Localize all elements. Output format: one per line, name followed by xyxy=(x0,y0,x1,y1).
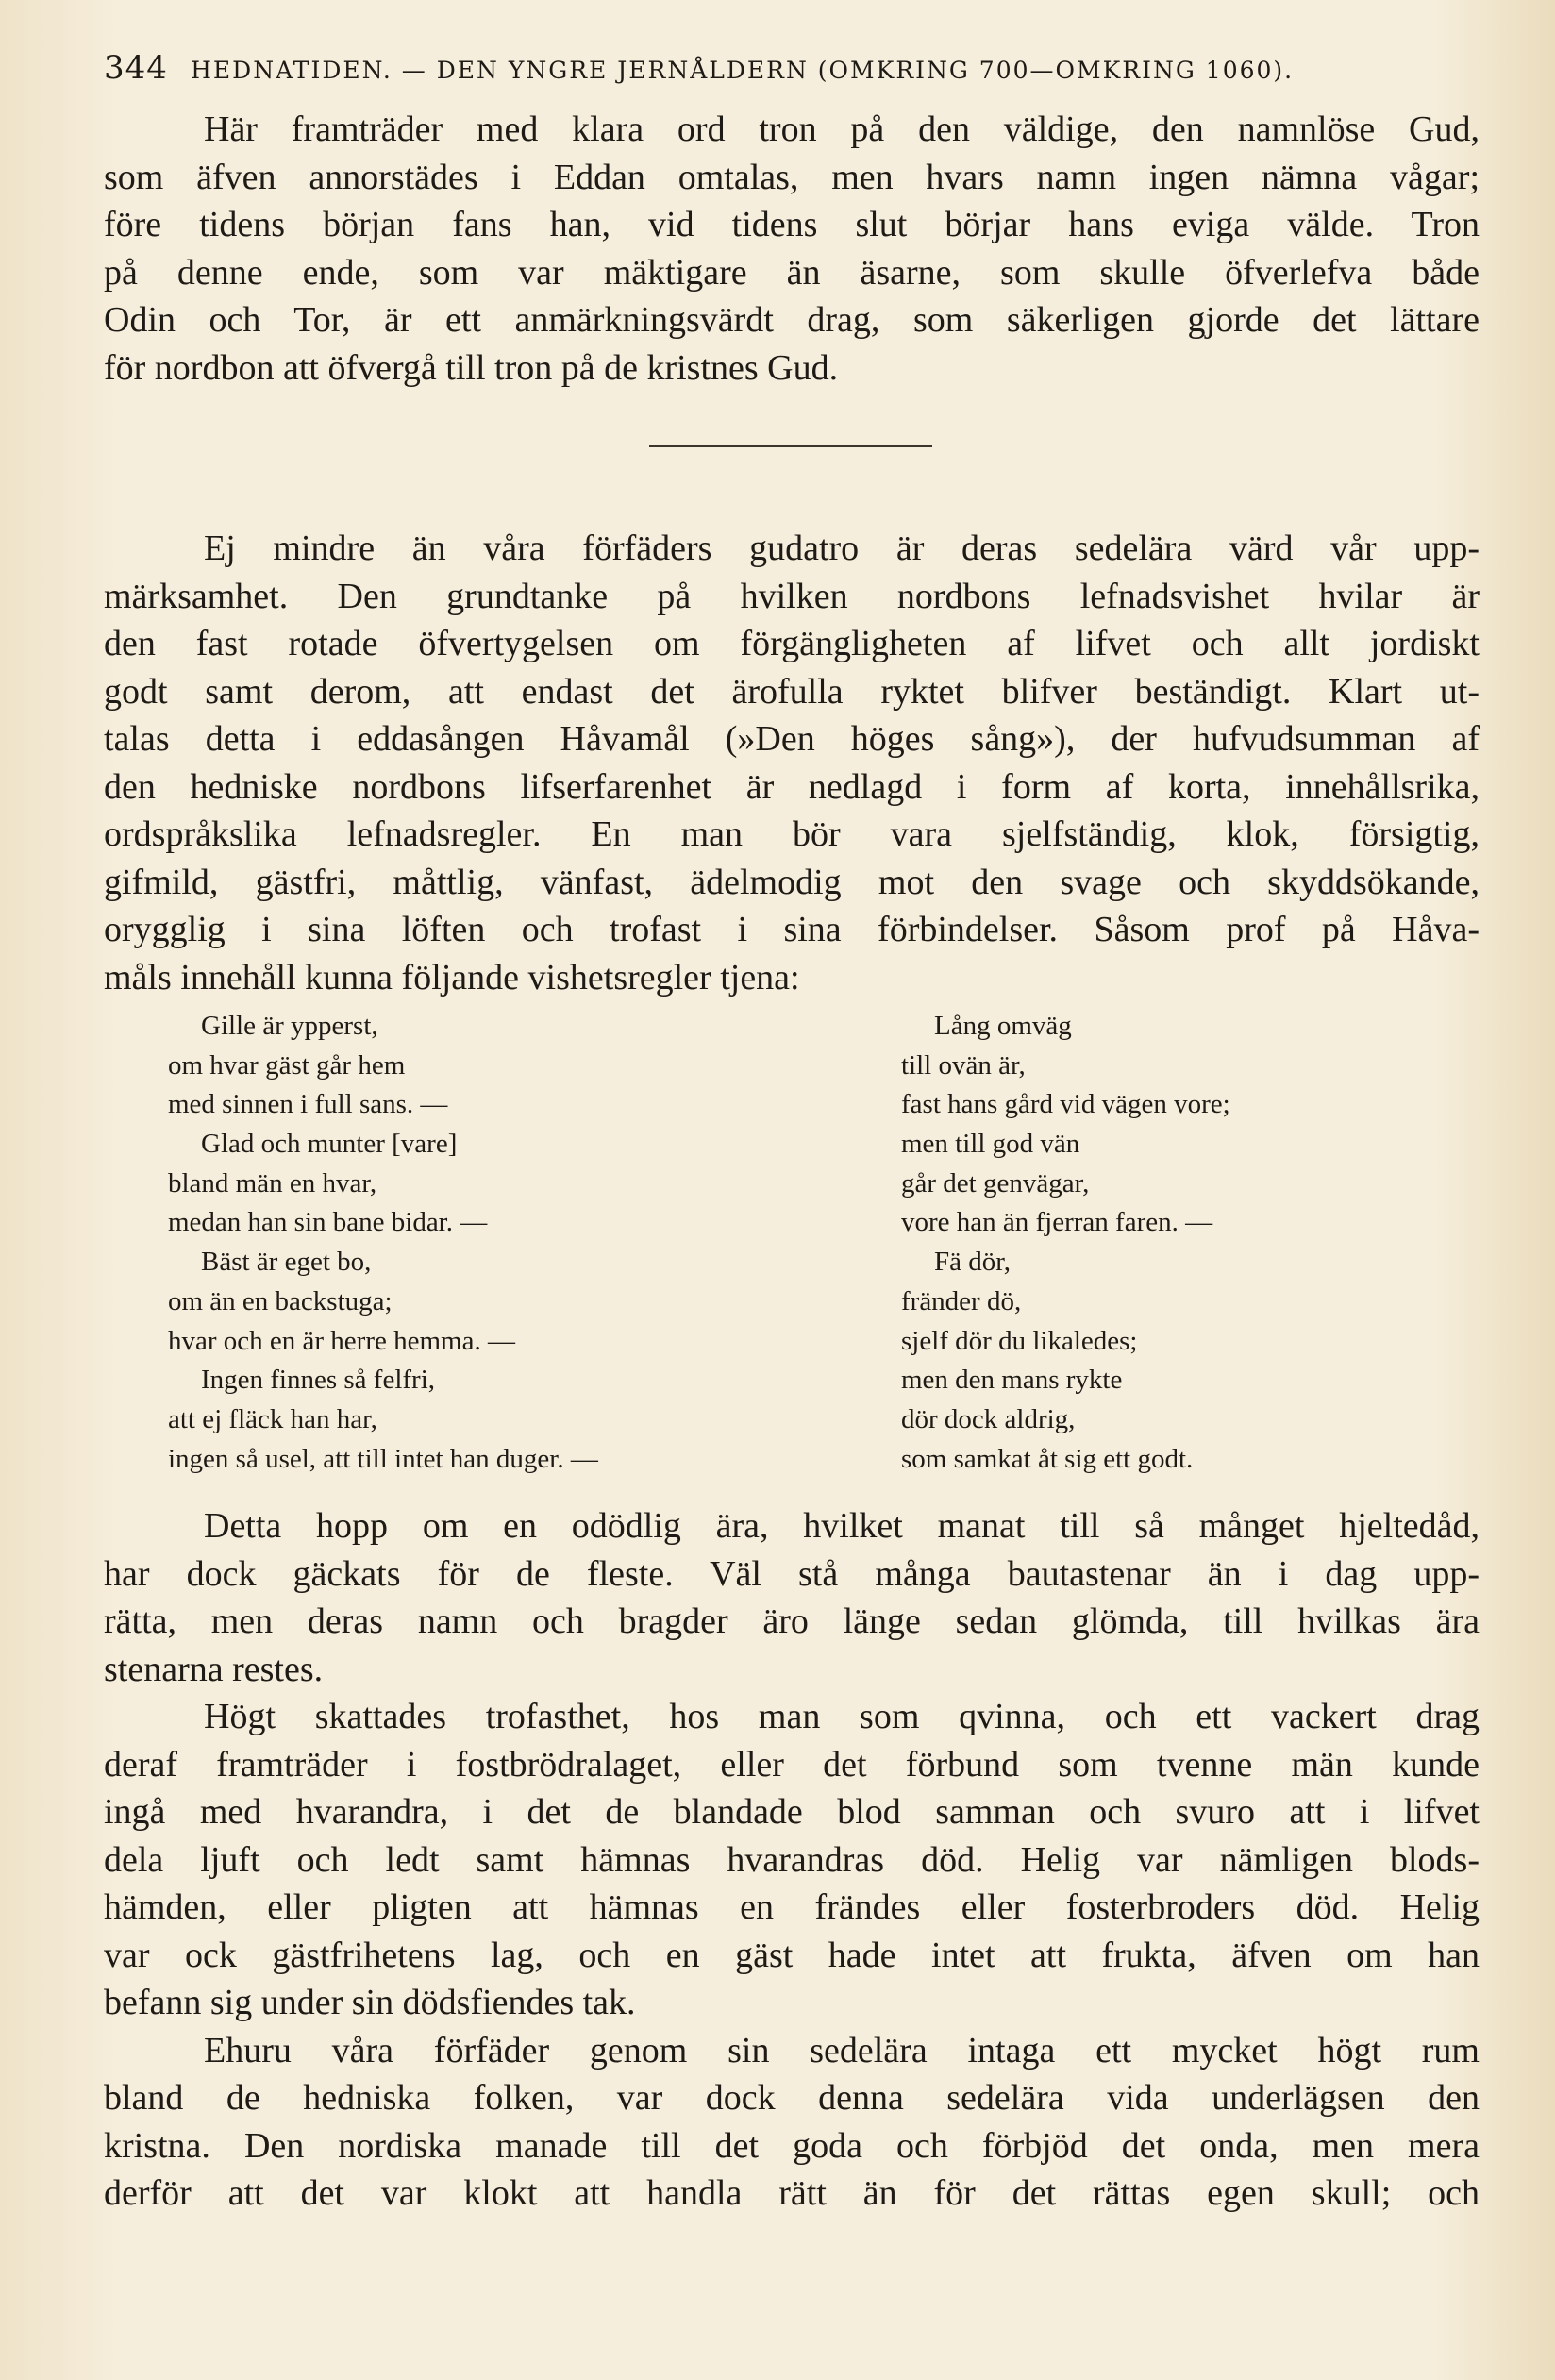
poem-line: vore han än fjerran faren. — xyxy=(901,1207,1213,1238)
section-divider xyxy=(649,445,932,447)
page-header xyxy=(104,49,1481,87)
text-line: för nordbon att öfvergå till tron på de kristnes Gud. xyxy=(104,347,839,388)
text-line: måls innehåll kunna följande vishetsregler tjena: xyxy=(104,957,800,997)
poem-line: fast hans gård vid vägen vore; xyxy=(901,1089,1230,1120)
text-line: Ehuru våra förfäder genom sin sedelära intaga ett mycket högt rum xyxy=(204,2030,1480,2070)
paragraph-ethics xyxy=(104,525,1480,1001)
paragraph-god xyxy=(104,106,1480,392)
text-line: Ej mindre än våra förfäders gudatro är deras sedelära värd vår upp- xyxy=(204,528,1480,568)
text-line: Högt skattades trofasthet, hos man som qvinna, och ett vackert drag xyxy=(204,1697,1480,1736)
text-line: före tidens början fans han, vid tidens slut börjar hans eviga välde. Tron xyxy=(104,205,1480,244)
poem-line: går det genvägar, xyxy=(901,1167,1090,1198)
poem-line: Fä dör, xyxy=(934,1247,1011,1278)
text-line: den hedniske nordbons lifserfarenhet är nedlagd i form af korta, innehållsrika, xyxy=(104,766,1480,807)
poem-line: med sinnen i full sans. — xyxy=(168,1089,448,1120)
text-line: orygglig i sina löften och trofast i sina förbindelser. Såsom prof på Håva- xyxy=(104,910,1480,949)
page-number: 344 xyxy=(104,49,168,87)
text-line: befann sig under sin dödsfiendes tak. xyxy=(104,1983,636,2022)
text-line: ordspråkslika lefnadsregler. En man bör vara sjelfständig, klok, försigtig, xyxy=(104,814,1480,854)
poem-right-column xyxy=(901,1007,1230,1479)
text-line: bland de hedniska folken, var dock denna sedelära vida underlägsen den xyxy=(104,2078,1480,2118)
text-line: Detta hopp om en odödlig ära, hvilket manat till så månget hjeltedåd, xyxy=(204,1506,1480,1546)
text-line: derför att det var klokt att handla rätt än för det rättas egen skull; och xyxy=(104,2173,1480,2213)
text-line: märksamhet. Den grundtanke på hvilken nordbons lefnadsvishet hvilar är xyxy=(104,576,1480,616)
poem-line: Gille är ypperst, xyxy=(201,1011,378,1041)
text-line: ingå med hvarandra, i det de blandade blod samman och svuro att i lifvet xyxy=(104,1792,1480,1832)
poem-line: hvar och en är herre hemma. — xyxy=(168,1325,515,1356)
poem-line: till ovän är, xyxy=(901,1049,1026,1081)
text-line: Odin och Tor, är ett anmärkningsvärdt drag, som säkerligen gjorde det lättare xyxy=(104,300,1480,340)
text-line: kristna. Den nordiska manade till det goda och förbjöd det onda, men mera xyxy=(104,2125,1480,2166)
poem-line: men till god vän xyxy=(901,1129,1080,1160)
text-line: dela ljuft och ledt samt hämnas hvarandras död. Helig var nämligen blods- xyxy=(104,1839,1480,1880)
poem-line: men den mans rykte xyxy=(901,1365,1123,1396)
poem-line: Lång omväg xyxy=(934,1011,1072,1041)
poem-line: Ingen finnes så felfri, xyxy=(201,1365,436,1396)
running-title: HEDNATIDEN. — DEN YNGRE JERNÅLDERN (OMKRING 700—OMKRING 1060). xyxy=(191,57,1295,84)
text-line: på denne ende, som var mäktigare än äsarne, som skulle öfverlefva både xyxy=(104,252,1480,293)
poem-line: om hvar gäst går hem xyxy=(168,1049,406,1081)
poem-line: Bäst är eget bo, xyxy=(201,1247,372,1278)
poem-line: medan han sin bane bidar. — xyxy=(168,1207,488,1238)
paragraph-honour xyxy=(104,1502,1480,2218)
text-line: rätta, men deras namn och bragder äro länge sedan glömda, till hvilkas ära xyxy=(104,1601,1480,1641)
text-line: var ock gästfrihetens lag, och en gäst hade intet att frukta, äfven om han xyxy=(104,1935,1480,1975)
poem-line: ingen så usel, att till intet han duger. — xyxy=(168,1443,598,1474)
poem-line: om än en backstuga; xyxy=(168,1285,393,1316)
poem-line: Glad och munter [vare] xyxy=(201,1129,458,1160)
text-line: stenarna restes. xyxy=(104,1649,324,1689)
text-line: den fast rotade öfvertygelsen om förgängligheten af lifvet och allt jordiskt xyxy=(104,624,1480,663)
text-line: har dock gäckats för de fleste. Väl stå många bautastenar än i dag upp- xyxy=(104,1553,1480,1594)
text-line: talas detta i eddasången Håvamål (»Den höges sång»), der hufvudsumman af xyxy=(104,719,1480,759)
poem-line: bland män en hvar, xyxy=(168,1167,377,1198)
poem-line: som samkat åt sig ett godt. xyxy=(901,1443,1194,1474)
poem-line: sjelf dör du likaledes; xyxy=(901,1325,1138,1356)
poem-line: dör dock aldrig, xyxy=(901,1403,1076,1434)
text-line: som äfven annorstädes i Eddan omtalas, men hvars namn ingen nämna vågar; xyxy=(104,157,1480,197)
poem-line: fränder dö, xyxy=(901,1285,1022,1316)
text-line: deraf framträder i fostbrödralaget, eller det förbund som tvenne män kunde xyxy=(104,1744,1480,1785)
text-line: gifmild, gästfri, måttlig, vänfast, ädelmodig mot den svage och skyddsökande, xyxy=(104,862,1480,902)
poem-line: att ej fläck han har, xyxy=(168,1403,377,1434)
text-line: hämden, eller pligten att hämnas en frändes eller fosterbroders död. Helig xyxy=(104,1887,1480,1927)
text-line: godt samt derom, att endast det ärofulla ryktet blifver beständigt. Klart ut- xyxy=(104,671,1480,712)
text-line: Här framträder med klara ord tron på den väldige, den namnlöse Gud, xyxy=(204,109,1480,149)
poem-left-column xyxy=(168,1007,598,1479)
